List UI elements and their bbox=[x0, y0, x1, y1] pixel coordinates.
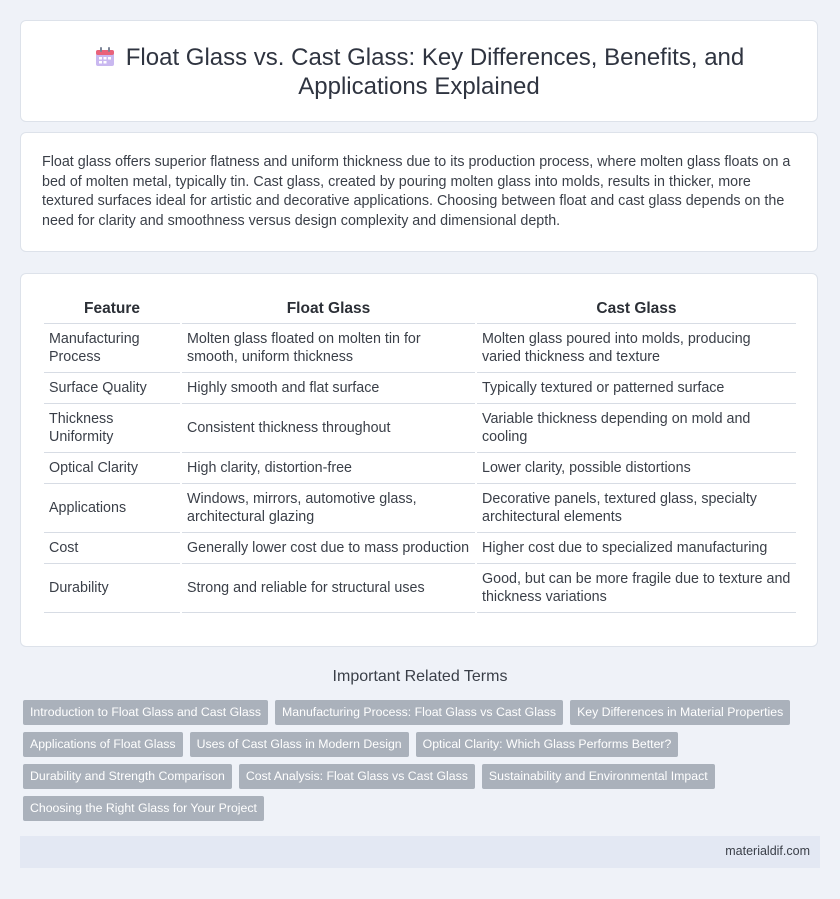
float-cell: Strong and reliable for structural uses bbox=[182, 564, 475, 613]
cast-cell: Good, but can be more fragile due to texture and thickness variations bbox=[477, 564, 796, 613]
page-title: Float Glass vs. Cast Glass: Key Differences, Benefits, and Applications Explained bbox=[125, 44, 745, 100]
table-row bbox=[44, 373, 796, 404]
page-title-wrap bbox=[21, 43, 817, 101]
feature-cell: Surface Quality bbox=[44, 373, 180, 404]
related-term-link[interactable]: Cost Analysis: Float Glass vs Cast Glass bbox=[239, 764, 475, 789]
float-cell: Highly smooth and flat surface bbox=[182, 373, 475, 404]
related-term-link[interactable]: Choosing the Right Glass for Your Project bbox=[23, 796, 264, 821]
header-feature: Feature bbox=[44, 295, 180, 324]
intro-paragraph: Float glass offers superior flatness and uniform thickness due to its production process, where molten glass floats on a bed of molten metal, typically tin. Cast glass, created by pouring molten glass into molds, results in thicker, more textured surfaces ideal for artistic and decorative applications. Choosing between float and cast glass depends on the need for clarity and smoothness versus design complexity and dimensional depth. bbox=[42, 154, 791, 229]
float-cell: Consistent thickness throughout bbox=[182, 404, 475, 453]
float-cell: Generally lower cost due to mass production bbox=[182, 533, 475, 564]
float-cell: High clarity, distortion-free bbox=[182, 453, 475, 484]
cast-cell: Decorative panels, textured glass, specialty architectural elements bbox=[477, 484, 796, 533]
calendar-icon bbox=[94, 46, 116, 68]
table-header-row bbox=[44, 295, 796, 324]
cast-cell: Typically textured or patterned surface bbox=[477, 373, 796, 404]
related-term-link[interactable]: Uses of Cast Glass in Modern Design bbox=[190, 732, 409, 757]
header-float-glass: Float Glass bbox=[182, 295, 475, 324]
footer-site-link[interactable]: materialdif.com bbox=[725, 844, 810, 858]
feature-cell: Thickness Uniformity bbox=[44, 404, 180, 453]
related-terms-list bbox=[23, 700, 803, 821]
related-term-link[interactable]: Manufacturing Process: Float Glass vs Cast Glass bbox=[275, 700, 563, 725]
cast-cell: Variable thickness depending on mold and cooling bbox=[477, 404, 796, 453]
comparison-card bbox=[20, 273, 818, 647]
related-term-link[interactable]: Sustainability and Environmental Impact bbox=[482, 764, 715, 789]
related-terms-title: Important Related Terms bbox=[332, 668, 508, 685]
related-term-link[interactable]: Applications of Float Glass bbox=[23, 732, 183, 757]
feature-cell: Manufacturing Process bbox=[44, 324, 180, 373]
float-cell: Molten glass floated on molten tin for smooth, uniform thickness bbox=[182, 324, 475, 373]
table-row bbox=[44, 453, 796, 484]
feature-cell: Optical Clarity bbox=[44, 453, 180, 484]
intro-card bbox=[20, 132, 818, 252]
related-term-link[interactable]: Introduction to Float Glass and Cast Glass bbox=[23, 700, 268, 725]
table-row bbox=[44, 404, 796, 453]
feature-cell: Cost bbox=[44, 533, 180, 564]
header-cast-glass: Cast Glass bbox=[477, 295, 796, 324]
feature-cell: Durability bbox=[44, 564, 180, 613]
table-row bbox=[44, 533, 796, 564]
cast-cell: Molten glass poured into molds, producing varied thickness and texture bbox=[477, 324, 796, 373]
related-term-link[interactable]: Optical Clarity: Which Glass Performs Better? bbox=[416, 732, 679, 757]
table-row bbox=[44, 484, 796, 533]
cast-cell: Lower clarity, possible distortions bbox=[477, 453, 796, 484]
footer bbox=[20, 836, 820, 868]
float-cell: Windows, mirrors, automotive glass, architectural glazing bbox=[182, 484, 475, 533]
comparison-table bbox=[42, 295, 798, 613]
cast-cell: Higher cost due to specialized manufacturing bbox=[477, 533, 796, 564]
header-card bbox=[20, 20, 818, 122]
related-term-link[interactable]: Durability and Strength Comparison bbox=[23, 764, 232, 789]
table-row bbox=[44, 564, 796, 613]
feature-cell: Applications bbox=[44, 484, 180, 533]
table-row bbox=[44, 324, 796, 373]
related-term-link[interactable]: Key Differences in Material Properties bbox=[570, 700, 790, 725]
